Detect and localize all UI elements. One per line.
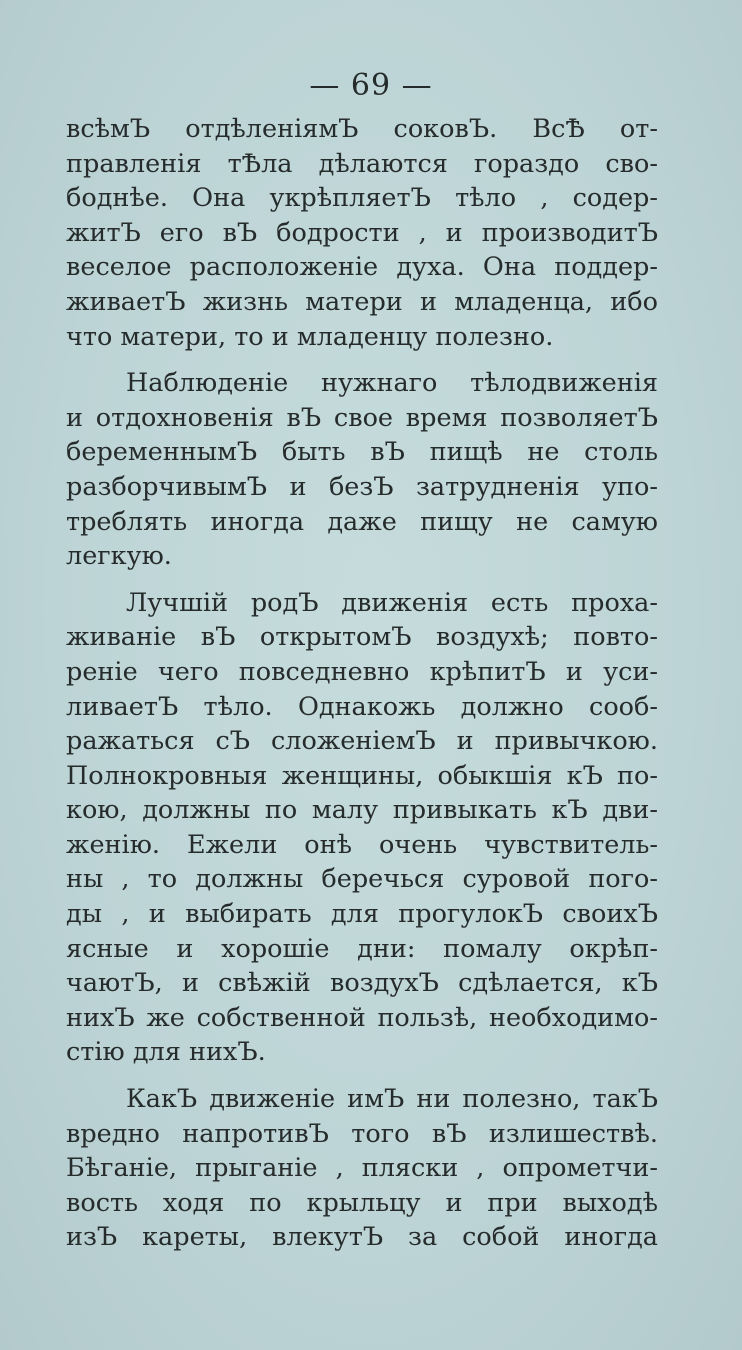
text-line: Наблюденіе нужнаго тѣлодвиженія [126, 368, 658, 399]
paragraph-1 [66, 112, 658, 354]
text-line: разборчивымЪ и безЪ затрудненія упо- [66, 471, 658, 502]
text-line: правленія тѢла дѣлаются гораздо сво- [66, 148, 658, 179]
text-line: КакЪ движеніе имЪ ни полезно, такЪ [126, 1084, 658, 1115]
text-line: легкую. [66, 541, 172, 572]
text-line: чаютЪ, и свѣжій воздухЪ сдѣлается, кЪ [66, 968, 658, 999]
text-line: всѣмЪ отдѣленіямЪ соковЪ. ВсѢ от- [66, 114, 658, 144]
text-line: треблять иногда даже пищу не самую [66, 506, 658, 537]
text-line: стію для нихЪ. [66, 1037, 266, 1068]
text-line: ны , то должны беречься суровой пого- [66, 864, 658, 895]
paragraph-2 [66, 366, 658, 574]
text-line: боднѣе. Она укрѣпляетЪ тѣло , содер- [66, 183, 658, 214]
text-line: Бѣганіе, прыганіе , пляски , опрометчи- [66, 1153, 658, 1184]
body-text [66, 112, 658, 1255]
text-line: беременнымЪ быть вЪ пищѣ не столь [66, 437, 658, 468]
text-line: живаетЪ жизнь матери и младенца, ибо [66, 286, 658, 317]
text-line: кою, должны по малу привыкать кЪ дви- [66, 795, 658, 826]
text-line: Лучшій родЪ движенія есть проха- [126, 587, 658, 618]
text-line: живаніе вЪ открытомЪ воздухѣ; повто- [66, 622, 658, 653]
page-number: — 69 — [309, 68, 433, 103]
text-line: вредно напротивЪ того вЪ излишествѣ. [66, 1118, 658, 1149]
text-line: ясные и хорошіе дни: помалу окрѣп- [66, 933, 658, 964]
text-line: реніе чего повседневно крѣпитЪ и уси- [66, 656, 658, 687]
text-line: вость ходя по крыльцу и при выходѣ [66, 1187, 658, 1218]
text-line: нихЪ же собственной пользѣ, необходимо- [66, 1002, 658, 1033]
text-line: Полнокровныя женщины, обыкшія кЪ по- [66, 760, 658, 791]
text-line: и отдохновенія вЪ свое время позволяетЪ [66, 402, 658, 433]
paragraph-4 [66, 1082, 658, 1255]
text-line: ражаться сЪ сложеніемЪ и привычкою. [66, 726, 658, 757]
text-line: изЪ кареты, влекутЪ за собой иногда [66, 1222, 658, 1253]
text-line: ливаетЪ тѣло. Однакожь должно сооб- [66, 691, 658, 722]
text-line: житЪ его вЪ бодрости , и производитЪ [66, 217, 658, 248]
paragraph-3 [66, 586, 658, 1070]
text-line: женію. Ежели онѣ очень чувствитель- [66, 829, 658, 860]
text-line: веселое расположеніе духа. Она поддер- [66, 252, 658, 283]
text-line: что матери, то и младенцу полезно. [66, 321, 554, 352]
text-line: ды , и выбирать для прогулокЪ своихЪ [66, 899, 658, 930]
